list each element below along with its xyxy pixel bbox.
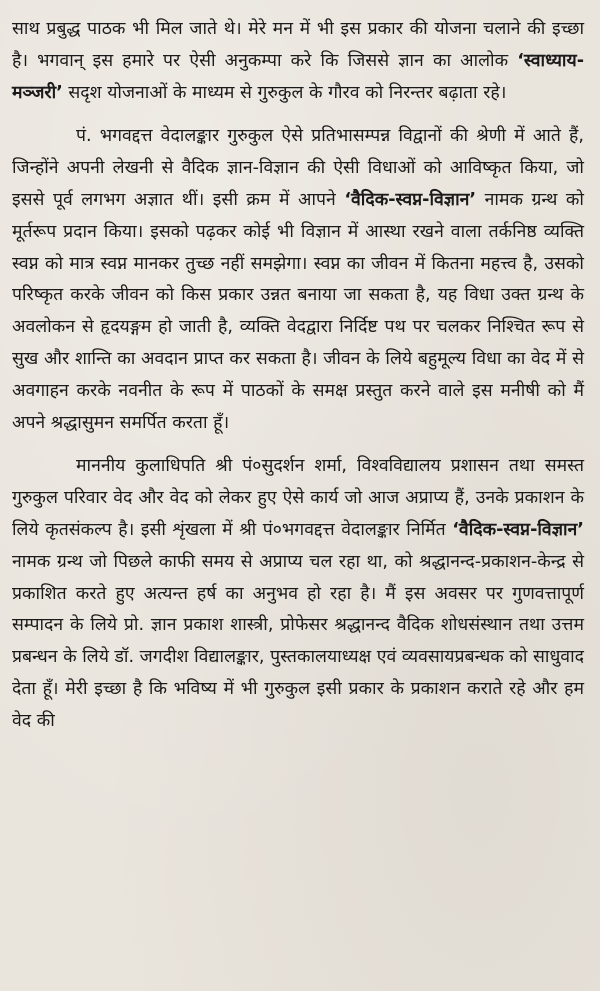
title-svadhyaya-manjari: ‘स्वाध्याय-मञ्जरी’	[12, 50, 584, 103]
paragraph-3	[12, 451, 584, 737]
paragraph-1-text-b: सदृश योजनाओं के माध्यम से गुरुकुल के गौरव को निरन्तर बढ़ाता रहे।	[62, 82, 507, 103]
paragraph-2-text-b: नामक ग्रन्थ को मूर्तरूप प्रदान किया। इसको पढ़कर कोई भी विज्ञान में आस्था रखने वाला तर्कनिष्ठ व्यक्ति स्वप्न को मात्र स्वप्न मानकर तुच्छ नहीं समझेगा। स्वप्न का जीवन में कितना महत्त्व है, उसको परिष्कृत करके जीवन को किस प्रकार उन्नत बनाया जा सकता है, यह विधा उक्त ग्रन्थ के अवलोकन से हृदयङ्गम हो जाती है, व्यक्ति वेदद्वारा निर्दिष्ट पथ पर चलकर निश्चित रूप से सुख और शान्ति का अवदान प्राप्त कर सकता है। जीवन के लिये बहुमूल्य विधा का वेद में से अवगाहन करके नवनीत के रूप में पाठकों के समक्ष प्रस्तुत करने वाले इस मनीषी को मैं अपने श्रद्धासुमन समर्पित करता हूँ।	[12, 189, 584, 433]
title-vaidik-svapna-vigyan-2: ‘वैदिक-स्वप्न-विज्ञान’	[452, 519, 584, 540]
title-vaidik-svapna-vigyan-1: ‘वैदिक-स्वप्न-विज्ञान’	[344, 189, 477, 210]
paragraph-2	[12, 121, 584, 439]
paragraph-1-text-a: साथ प्रबुद्ध पाठक भी मिल जाते थे। मेरे मन में भी इस प्रकार की योजना चलाने की इच्छा है। भगवान् इस हमारे पर ऐसी अनुकम्पा करे कि जिससे ज्ञान का आलोक	[12, 19, 584, 71]
paragraph-1	[12, 14, 584, 109]
paragraph-3-text-b: नामक ग्रन्थ जो पिछले काफी समय से अप्राप्य चल रहा था, को श्रद्धानन्द-प्रकाशन-केन्द्र से प्रकाशित करते हुए अत्यन्त हर्ष का अनुभव हो रहा है। मैं इस अवसर पर गुणवत्तापूर्ण सम्पादन के लिये प्रो. ज्ञान प्रकाश शास्त्री, प्रोफेसर श्रद्धानन्द वैदिक शोधसंस्थान तथा उत्तम प्रबन्धन के लिये डॉ. जगदीश विद्यालङ्कार, पुस्तकालयाध्यक्ष एवं व्यवसायप्रबन्धक को साधुवाद देता हूँ। मेरी इच्छा है कि भविष्य में भी गुरुकुल इसी प्रकार के प्रकाशन कराते रहे और हम वेद की	[12, 551, 584, 731]
paragraph-3-text-a: माननीय कुलाधिपति श्री पं०सुदर्शन शर्मा, विश्वविद्यालय प्रशासन तथा समस्त गुरुकुल परिवार वेद और वेद को लेकर हुए ऐसे कार्य जो आज अप्राप्य हैं, उनके प्रकाशन के लिये कृतसंकल्प है। इसी शृंखला में श्री पं०भगवद्दत्त वेदालङ्कार निर्मित	[12, 456, 584, 540]
paragraph-2-text-a: पं. भगवद्दत्त वेदालङ्कार गुरुकुल ऐसे प्रतिभासम्पन्न विद्वानों की श्रेणी में आते हैं, जिन्होंने अपनी लेखनी से वैदिक ज्ञान-विज्ञान की ऐसी विधाओं को आविष्कृत किया, जो इससे पूर्व लगभग अज्ञात थीं। इसी क्रम में आपने	[12, 126, 584, 210]
